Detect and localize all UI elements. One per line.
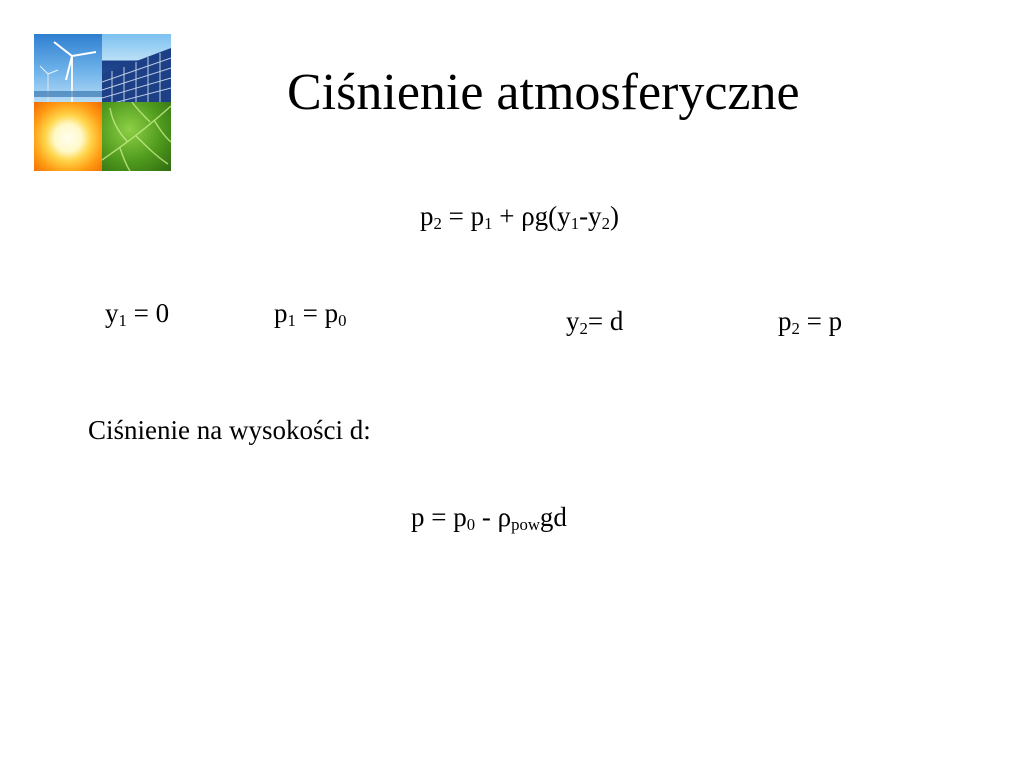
logo [34, 34, 171, 171]
wind-turbine-icon [34, 34, 102, 102]
condition-p1: $p_1 = p_0$ [274, 298, 347, 331]
leaf-icon [102, 102, 171, 171]
sun-icon [34, 102, 102, 171]
slide-title: Ciśnienie atmosferyczne [287, 64, 800, 121]
condition-p2: $p_2 = p$ [778, 306, 843, 339]
solar-panel-icon [102, 34, 171, 102]
condition-y1: $y_1 = 0$ [105, 298, 170, 331]
condition-y2: $y_2= d$ [566, 306, 624, 339]
subheading: Ciśnienie na wysokości d: [88, 415, 371, 445]
formula-result: $p = p_0 - \rho_{pow}gd$ [411, 502, 567, 535]
formula-main: $p_2 = p_1 + \rho g(y_1-y_2)$ [420, 201, 619, 234]
